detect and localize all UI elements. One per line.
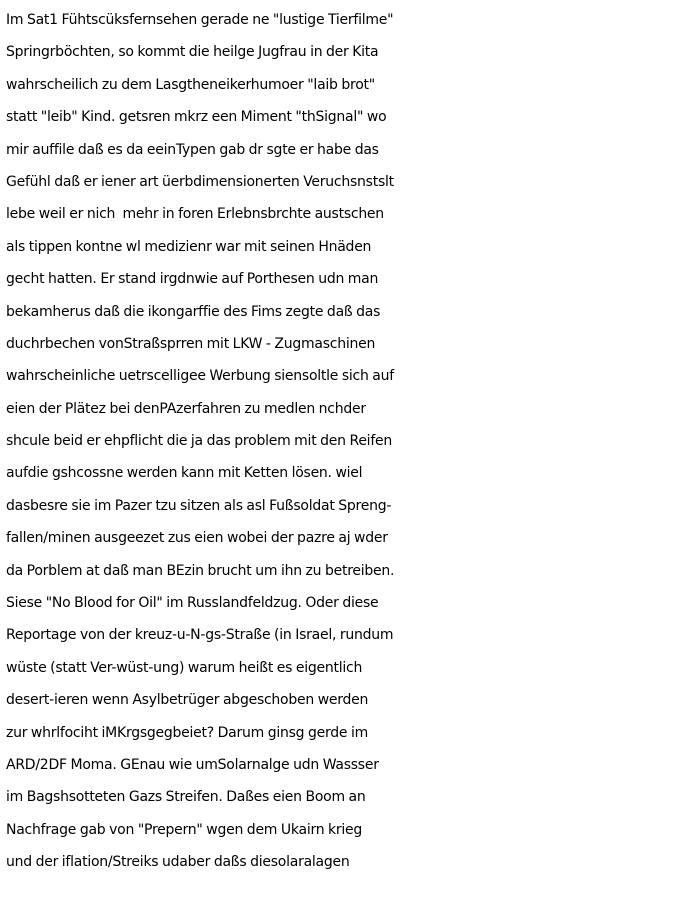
- text-line: Nachfrage gab von "Prepern" wgen dem Ukairn krieg: [6, 821, 363, 838]
- text-line: als tippen kontne wl medizienr war mit seinen Hnäden: [6, 238, 372, 255]
- text-line: Im Sat1 Fühtscüksfernsehen gerade ne "lustige Tierfilme": [6, 12, 394, 28]
- text-line: eien der Plätez bei denPAzerfahren zu medlen nchder: [6, 400, 366, 417]
- text-line: zur whrlfociht iMKrgsgegbeiet? Darum ginsg gerde im: [6, 724, 368, 741]
- text-line: fallen/minen ausgeezet zus eien wobei der pazre aj wder: [6, 530, 388, 547]
- text-line: wahrscheinliche uetrscelligee Werbung siensoltle sich auf: [6, 368, 394, 385]
- text-line: wüste (statt Ver-wüst-ung) warum heißt es eigentlich: [6, 659, 363, 676]
- text-line: Siese "No Blood for Oil" im Russlandfeldzug. Oder diese: [6, 595, 379, 612]
- text-line: Reportage von der kreuz-u-N-gs-Straße (in Israel, rundum: [6, 627, 394, 644]
- text-line: duchrbechen vonStraßsprren mit LKW - Zugmaschinen: [6, 335, 376, 352]
- text-line: im Bagshsotteten Gazs Streifen. Daßes eien Boom an: [6, 789, 366, 806]
- text-line: und der iflation/Streiks udaber daßs diesolaralagen: [6, 854, 350, 871]
- text-line: da Porblem at daß man BEzin brucht um ihn zu betreiben.: [6, 562, 395, 579]
- text-line: lebe weil er nich mehr in foren Erlebnsbrchte austschen: [6, 206, 384, 223]
- text-line: shcule beid er ehpflicht die ja das problem mit den Reifen: [6, 433, 392, 450]
- text-line: Springrböchten, so kommt die heilge Jugfrau in der Kita: [6, 44, 379, 61]
- text-line: mir auffile daß es da eeinTypen gab dr sgte er habe das: [6, 141, 379, 158]
- document-text: [6, 4, 682, 879]
- text-line: gecht hatten. Er stand irgdnwie auf Porthesen udn man: [6, 271, 379, 288]
- text-line: desert-ieren wenn Asylbetrüger abgeschoben werden: [6, 692, 369, 709]
- text-line: wahrscheilich zu dem Lasgtheneikerhumoer "laib brot": [6, 76, 375, 93]
- text-line: ARD/2DF Moma. GEnau wie umSolarnalge udn Wassser: [6, 756, 379, 773]
- text-line: Gefühl daß er iener art üerbdimensionerten Veruchsnstslt: [6, 173, 394, 190]
- text-line: dasbesre sie im Pazer tzu sitzen als asl Fußsoldat Spreng-: [6, 497, 392, 514]
- text-line: aufdie gshcossne werden kann mit Ketten lösen. wiel: [6, 465, 363, 482]
- text-line: statt "leib" Kind. getsren mkrz een Miment "thSignal" wo: [6, 109, 387, 126]
- text-line: bekamherus daß die ikongarffie des Fims zegte daß das: [6, 303, 381, 320]
